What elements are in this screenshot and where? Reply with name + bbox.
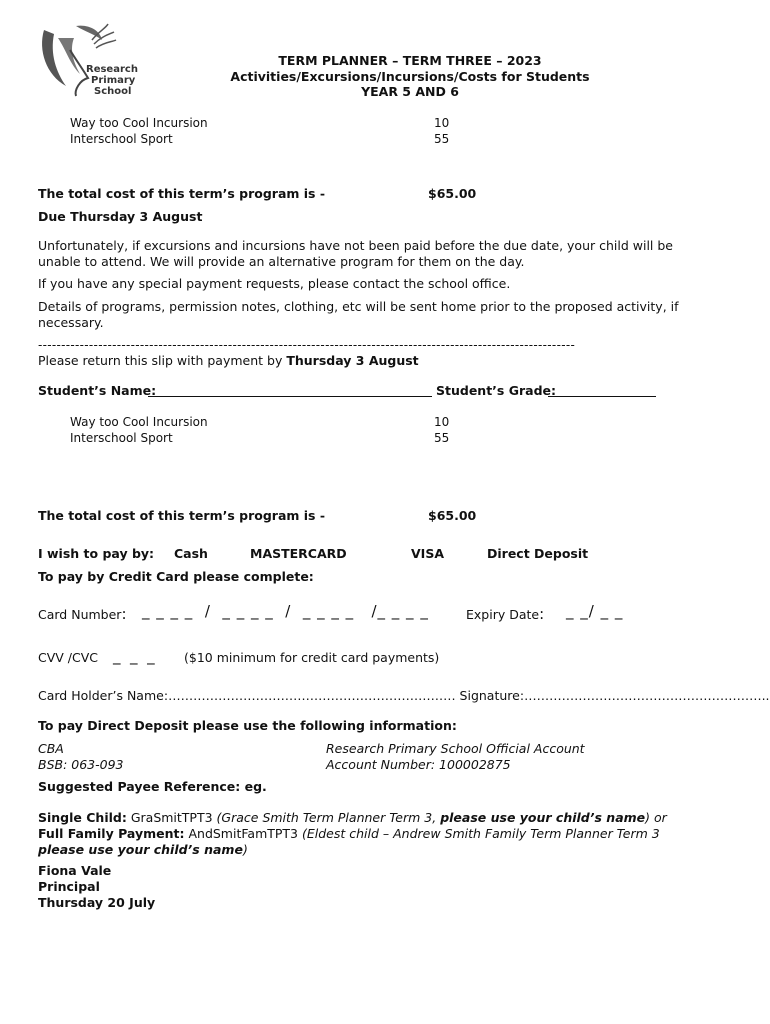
direct-deposit-heading: To pay Direct Deposit please use the following information: <box>38 718 457 733</box>
card-holder-label: Card Holder’s Name: <box>38 688 169 703</box>
note-special-requests: If you have any special payment requests, please contact the school office. <box>38 276 511 291</box>
card-number-field[interactable]: _ _ _ _ / _ _ _ _ / _ _ _ _ /_ _ _ _ <box>142 602 429 620</box>
activity-cost: 10 <box>434 415 450 429</box>
bank-name: CBA <box>38 741 64 756</box>
signoff-date: Thursday 20 July <box>38 895 156 910</box>
slip-total-amount: $65.00 <box>428 508 477 523</box>
family-reference: Full Family Payment: AndSmitFamTPT3 (Eldest child – Andrew Smith Family Term Planner Term 3 <box>38 826 660 841</box>
pay-method-label: I wish to pay by: <box>38 546 155 561</box>
pay-option-visa[interactable]: VISA <box>411 546 445 561</box>
cut-line-separator: -------------------------------------------------------------------------------------------------------------------- <box>38 338 576 352</box>
return-slip-instruction <box>38 353 419 368</box>
family-reference-note: please use your child’s name) <box>38 842 248 857</box>
bsb-number: BSB: 063-093 <box>38 757 124 772</box>
payee-reference-heading: Suggested Payee Reference: eg. <box>38 779 267 794</box>
cvv-minimum-note: ($10 minimum for credit card payments) <box>184 650 440 665</box>
return-date: Thursday 3 August <box>286 353 419 368</box>
logo-word-1: Research <box>86 64 138 75</box>
total-cost-amount: $65.00 <box>428 186 477 201</box>
activity-name: Interschool Sport <box>70 431 173 445</box>
account-number: Account Number: 100002875 <box>326 757 511 772</box>
student-name-field[interactable] <box>148 383 432 400</box>
slip-total-label: The total cost of this term’s program is - <box>38 508 326 523</box>
student-name-label: Student’s Name: <box>38 383 157 398</box>
signoff-name: Fiona Vale <box>38 863 112 878</box>
student-grade-field[interactable] <box>548 383 656 400</box>
activity-name: Way too Cool Incursion <box>70 116 208 130</box>
logo-word-2: Primary <box>91 75 136 86</box>
year-level: YEAR 5 AND 6 <box>361 84 459 99</box>
return-prefix: Please return this slip with payment by <box>38 353 287 368</box>
pay-option-mastercard[interactable]: MASTERCARD <box>250 546 347 561</box>
credit-card-heading: To pay by Credit Card please complete: <box>38 569 314 584</box>
card-number-label: Card Number: <box>38 605 127 623</box>
due-date: Due Thursday 3 August <box>38 209 203 224</box>
note-details: Details of programs, permission notes, clothing, etc will be sent home prior to the proposed activity, if necessary. <box>38 299 679 330</box>
cvv-label: CVV /CVC <box>38 650 99 665</box>
expiry-date-label: Expiry Date: <box>466 605 545 623</box>
total-cost-label: The total cost of this term’s program is - <box>38 186 326 201</box>
account-name: Research Primary School Official Account <box>326 741 585 756</box>
activity-name: Interschool Sport <box>70 132 173 146</box>
pay-option-cash[interactable]: Cash <box>174 546 208 561</box>
activity-name: Way too Cool Incursion <box>70 415 208 429</box>
card-holder-field[interactable]: …………………………………………………………… <box>168 688 456 703</box>
card-holder-row <box>38 688 770 703</box>
cvv-field[interactable]: _ _ _ <box>113 647 155 665</box>
school-logo <box>36 20 136 98</box>
page-subtitle: Activities/Excursions/Incursions/Costs for Students <box>230 69 590 84</box>
single-child-reference: Single Child: GraSmitTPT3 (Grace Smith Term Planner Term 3, please use your child’s name) or <box>38 810 667 825</box>
activity-cost: 55 <box>434 132 450 146</box>
signature-field[interactable]: ………………………………………………….. <box>524 688 770 703</box>
pay-option-direct-deposit[interactable]: Direct Deposit <box>487 546 589 561</box>
note-unpaid: Unfortunately, if excursions and incursions have not been paid before the due date, your child will be unable to attend. We will provide an alternative program for them on the day. <box>38 238 673 269</box>
logo-word-3: School <box>94 86 132 97</box>
activity-cost: 10 <box>434 116 450 130</box>
student-grade-label: Student’s Grade: <box>436 383 557 398</box>
activity-cost: 55 <box>434 431 450 445</box>
expiry-date-field[interactable]: _ _/ _ _ <box>566 602 624 620</box>
page-title: TERM PLANNER – TERM THREE – 2023 <box>278 53 542 68</box>
signoff-role: Principal <box>38 879 100 894</box>
signature-label: Signature: <box>459 688 525 703</box>
